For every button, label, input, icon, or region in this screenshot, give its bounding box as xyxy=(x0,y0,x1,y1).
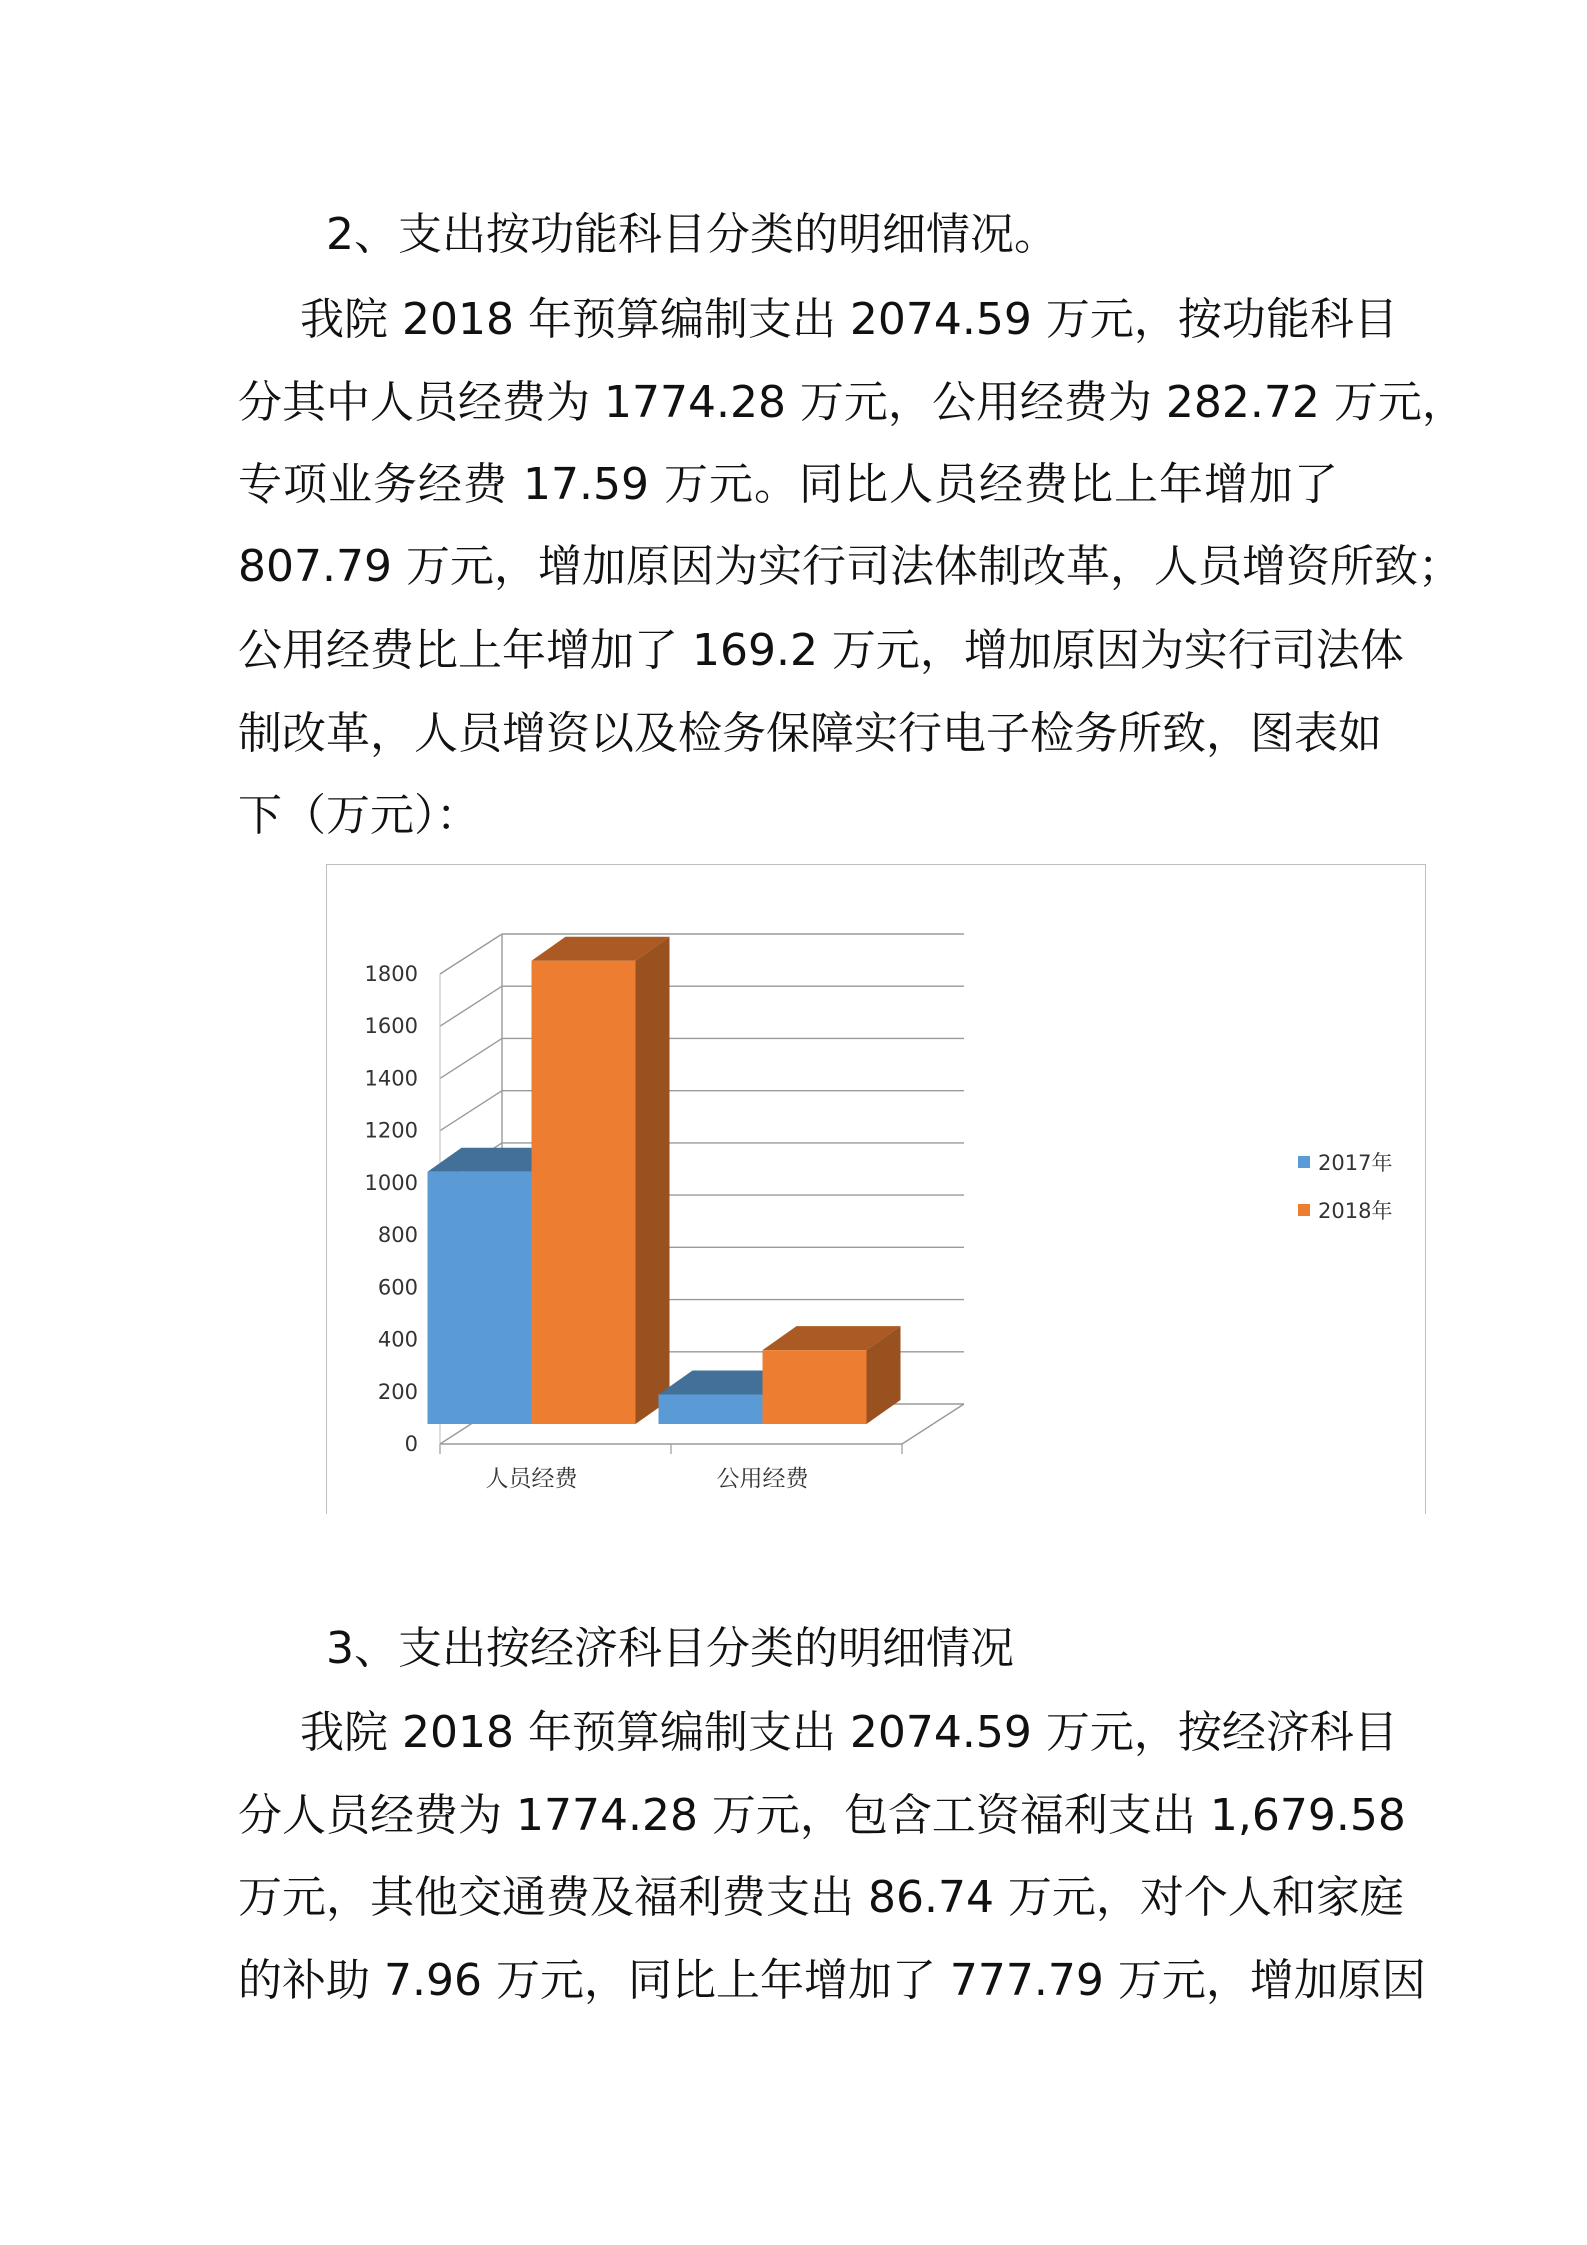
y-tick-label: 1800 xyxy=(364,962,418,986)
section-2-paragraph-line: 807.79 万元，增加原因为实行司法体制改革，人员增资所致； xyxy=(238,541,1462,592)
y-tick-label: 1400 xyxy=(364,1066,418,1091)
bar-side xyxy=(636,937,670,1424)
legend-label-2018: 2018年 xyxy=(1318,1199,1393,1223)
bar xyxy=(428,1172,532,1424)
bar xyxy=(659,1394,763,1424)
section-3-paragraph-line: 我院 2018 年预算编制支出 2074.59 万元，按经济科目 xyxy=(300,1707,1398,1758)
legend-item-2017 xyxy=(1298,1138,1392,1186)
x-tick-label: 公用经费 xyxy=(716,1466,809,1492)
y-tick-label: 800 xyxy=(377,1223,418,1248)
floor-right xyxy=(902,1404,964,1444)
bar xyxy=(532,961,636,1424)
y-tick-label: 0 xyxy=(404,1432,418,1456)
y-tick-label: 1000 xyxy=(364,1170,418,1195)
legend-label-2017: 2017年 xyxy=(1318,1151,1393,1175)
section-2-paragraph-line: 下（万元）： xyxy=(238,790,480,841)
bar xyxy=(763,1350,867,1424)
section-2-paragraph-line: 我院 2018 年预算编制支出 2074.59 万元，按功能科目 xyxy=(300,294,1398,345)
y-tick-label: 1600 xyxy=(364,1014,418,1039)
section-3-paragraph-line: 万元，其他交通费及福利费支出 86.74 万元，对个人和家庭 xyxy=(238,1872,1404,1923)
gridline-diagonal xyxy=(440,1038,502,1078)
gridline-diagonal xyxy=(440,934,502,974)
section-2-heading: 2、支出按功能科目分类的明细情况。 xyxy=(326,209,1058,260)
section-2-paragraph-line: 制改革，人员增资以及检务保障实行电子检务所致，图表如 xyxy=(238,708,1382,759)
chart-legend xyxy=(1298,1138,1392,1234)
section-2-paragraph-line: 公用经费比上年增加了 169.2 万元，增加原因为实行司法体 xyxy=(238,625,1404,676)
section-2-paragraph-line: 分其中人员经费为 1774.28 万元，公用经费为 282.72 万元， xyxy=(238,377,1466,428)
legend-item-2018 xyxy=(1298,1186,1392,1234)
expense-chart-svg xyxy=(326,864,1426,1514)
gridline-diagonal xyxy=(440,986,502,1026)
y-tick-label: 200 xyxy=(377,1379,418,1404)
y-tick-label: 600 xyxy=(377,1275,418,1300)
y-tick-label: 1200 xyxy=(364,1118,418,1143)
section-3-heading: 3、支出按经济科目分类的明细情况 xyxy=(326,1623,1014,1674)
gridline-diagonal xyxy=(440,1091,502,1131)
x-tick-label: 人员经费 xyxy=(485,1466,578,1492)
legend-swatch-2017 xyxy=(1298,1156,1310,1168)
expense-chart xyxy=(326,864,1426,1514)
section-2-paragraph-line: 专项业务经费 17.59 万元。同比人员经费比上年增加了 xyxy=(238,459,1338,510)
section-3-paragraph-line: 的补助 7.96 万元，同比上年增加了 777.79 万元，增加原因 xyxy=(238,1955,1426,2006)
section-3-paragraph-line: 分人员经费为 1774.28 万元，包含工资福利支出 1,679.58 xyxy=(238,1790,1406,1841)
y-tick-label: 400 xyxy=(377,1327,418,1352)
legend-swatch-2018 xyxy=(1298,1204,1310,1216)
